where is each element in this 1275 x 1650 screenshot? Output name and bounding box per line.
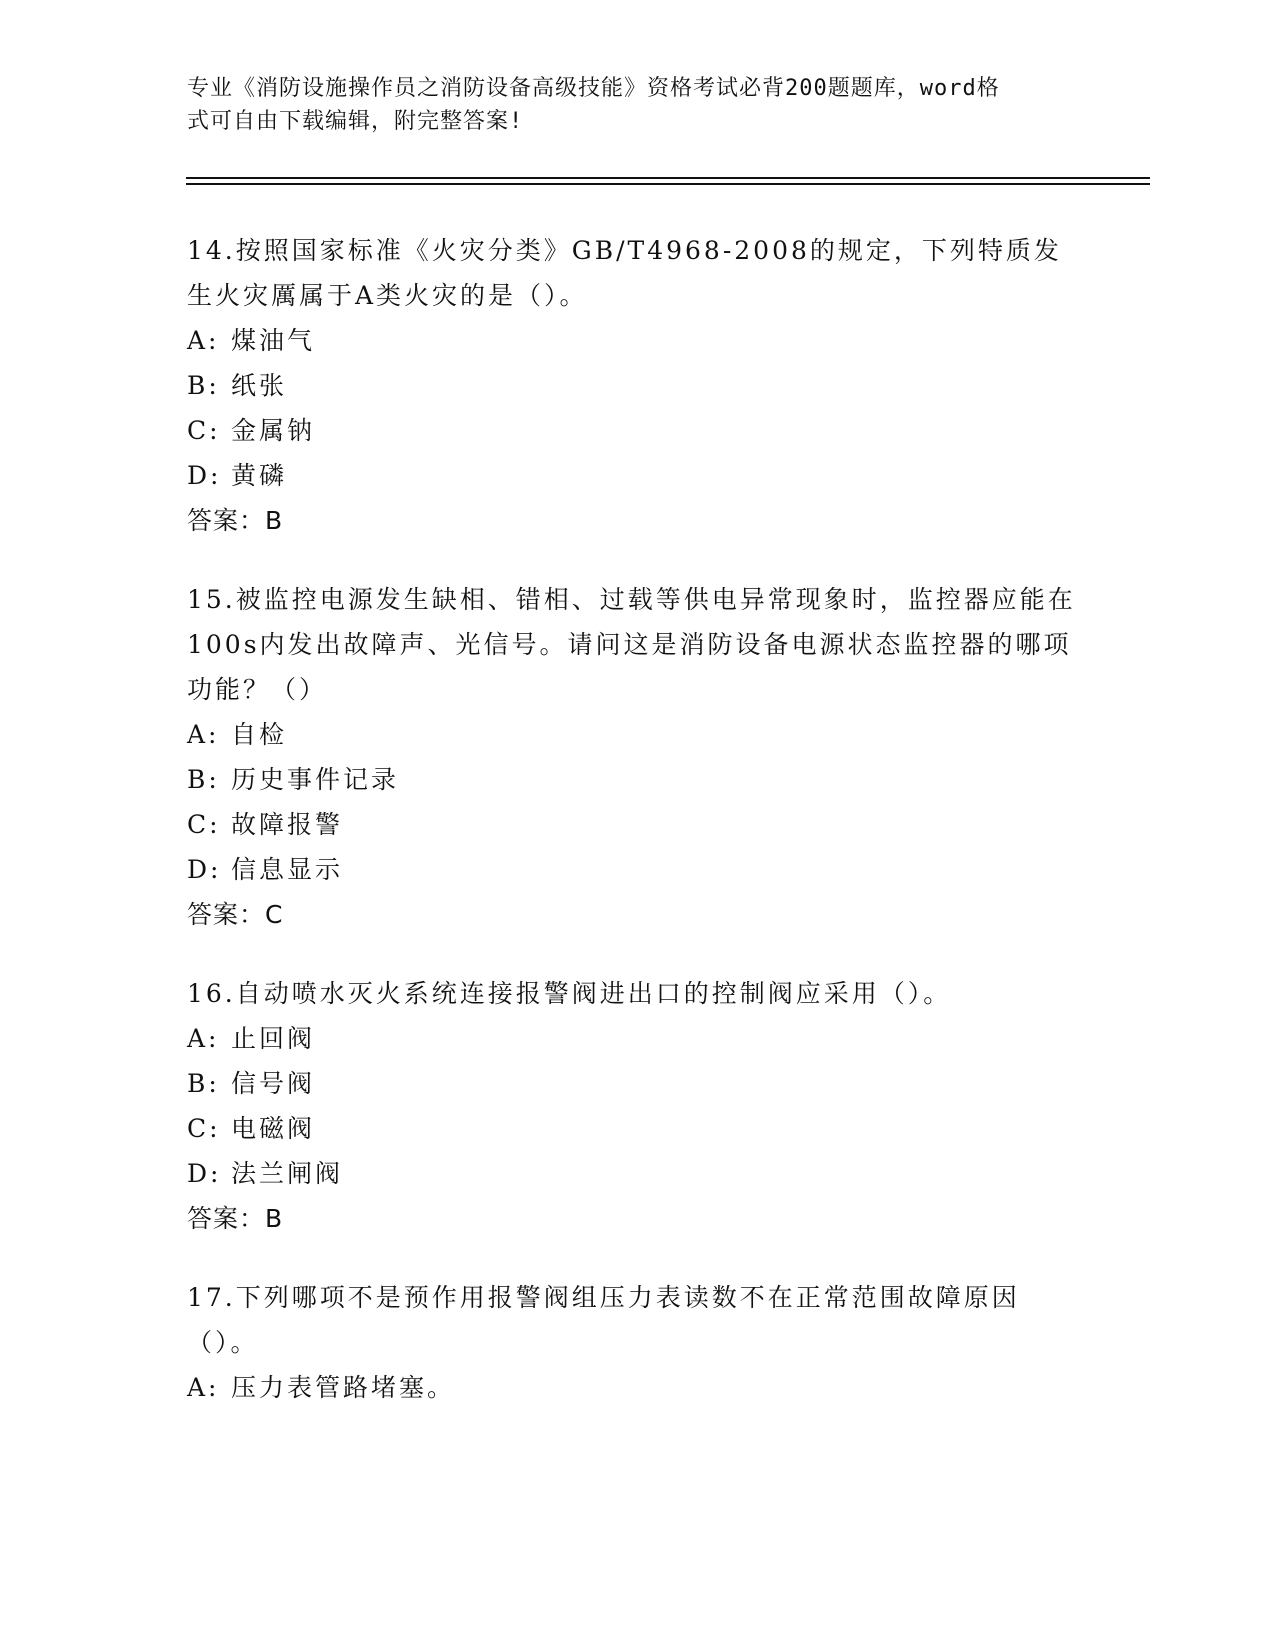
answer: 答案：B <box>187 1204 284 1233</box>
option-text: 法兰闸阀 <box>231 1159 344 1188</box>
option-a <box>187 1016 1087 1061</box>
answer: 答案：B <box>187 506 284 535</box>
question-text: 16.自动喷水灭火系统连接报警阀进出口的控制阀应采用（）。 <box>187 979 952 1008</box>
option-letter: C: <box>187 416 221 445</box>
option-text: 信号阀 <box>231 1069 316 1098</box>
option-letter: B: <box>187 1069 220 1098</box>
option-a <box>187 712 1087 757</box>
option-letter: D: <box>187 1159 222 1188</box>
question-15 <box>187 577 1087 937</box>
option-c <box>187 802 1087 847</box>
header-divider-top <box>186 177 1150 179</box>
option-text: 故障报警 <box>231 810 344 839</box>
question-text: 15.被监控电源发生缺相、错相、过载等供电异常现象时，监控器应能在100s内发出故障声、光信号。请问这是消防设备电源状态监控器的哪项功能？（） <box>187 585 1076 704</box>
question-text: 17.下列哪项不是预作用报警阀组压力表读数不在正常范围故障原因（）。 <box>187 1283 1020 1357</box>
question-16 <box>187 971 1087 1241</box>
option-d <box>187 1151 1087 1196</box>
answer: 答案：C <box>187 900 284 929</box>
option-letter: A: <box>187 720 220 749</box>
option-b <box>187 757 1087 802</box>
document-header <box>187 72 1067 138</box>
option-d <box>187 453 1087 498</box>
option-text: 煤油气 <box>231 326 316 355</box>
option-letter: C: <box>187 1114 221 1143</box>
option-b <box>187 1061 1087 1106</box>
option-text: 自检 <box>231 720 288 749</box>
option-text: 止回阀 <box>231 1024 316 1053</box>
question-list <box>187 228 1087 1444</box>
header-divider-bottom <box>186 183 1150 185</box>
option-d <box>187 847 1087 892</box>
option-letter: B: <box>187 371 220 400</box>
option-letter: D: <box>187 461 222 490</box>
option-b <box>187 363 1087 408</box>
question-14 <box>187 228 1087 543</box>
option-letter: A: <box>187 1373 220 1402</box>
option-a <box>187 1365 1087 1410</box>
question-17 <box>187 1275 1087 1410</box>
option-letter: D: <box>187 855 222 884</box>
option-text: 金属钠 <box>231 416 316 445</box>
header-line-2: 式可自由下载编辑，附完整答案! <box>187 109 524 134</box>
option-a <box>187 318 1087 363</box>
option-text: 信息显示 <box>231 855 344 884</box>
option-c <box>187 408 1087 453</box>
option-letter: B: <box>187 765 220 794</box>
option-text: 历史事件记录 <box>231 765 400 794</box>
option-text: 黄磷 <box>231 461 288 490</box>
option-c <box>187 1106 1087 1151</box>
question-text: 14.按照国家标准《火灾分类》GB/T4968-2008的规定，下列特质发生火灾厲属于A类火灾的是（）。 <box>187 236 1062 310</box>
option-letter: C: <box>187 810 221 839</box>
option-letter: A: <box>187 1024 220 1053</box>
header-line-1: 专业《消防设施操作员之消防设备高级技能》资格考试必背200题题库，word格 <box>187 76 1000 101</box>
option-text: 电磁阀 <box>231 1114 316 1143</box>
option-letter: A: <box>187 326 220 355</box>
option-text: 纸张 <box>231 371 288 400</box>
option-text: 压力表管路堵塞。 <box>231 1373 456 1402</box>
